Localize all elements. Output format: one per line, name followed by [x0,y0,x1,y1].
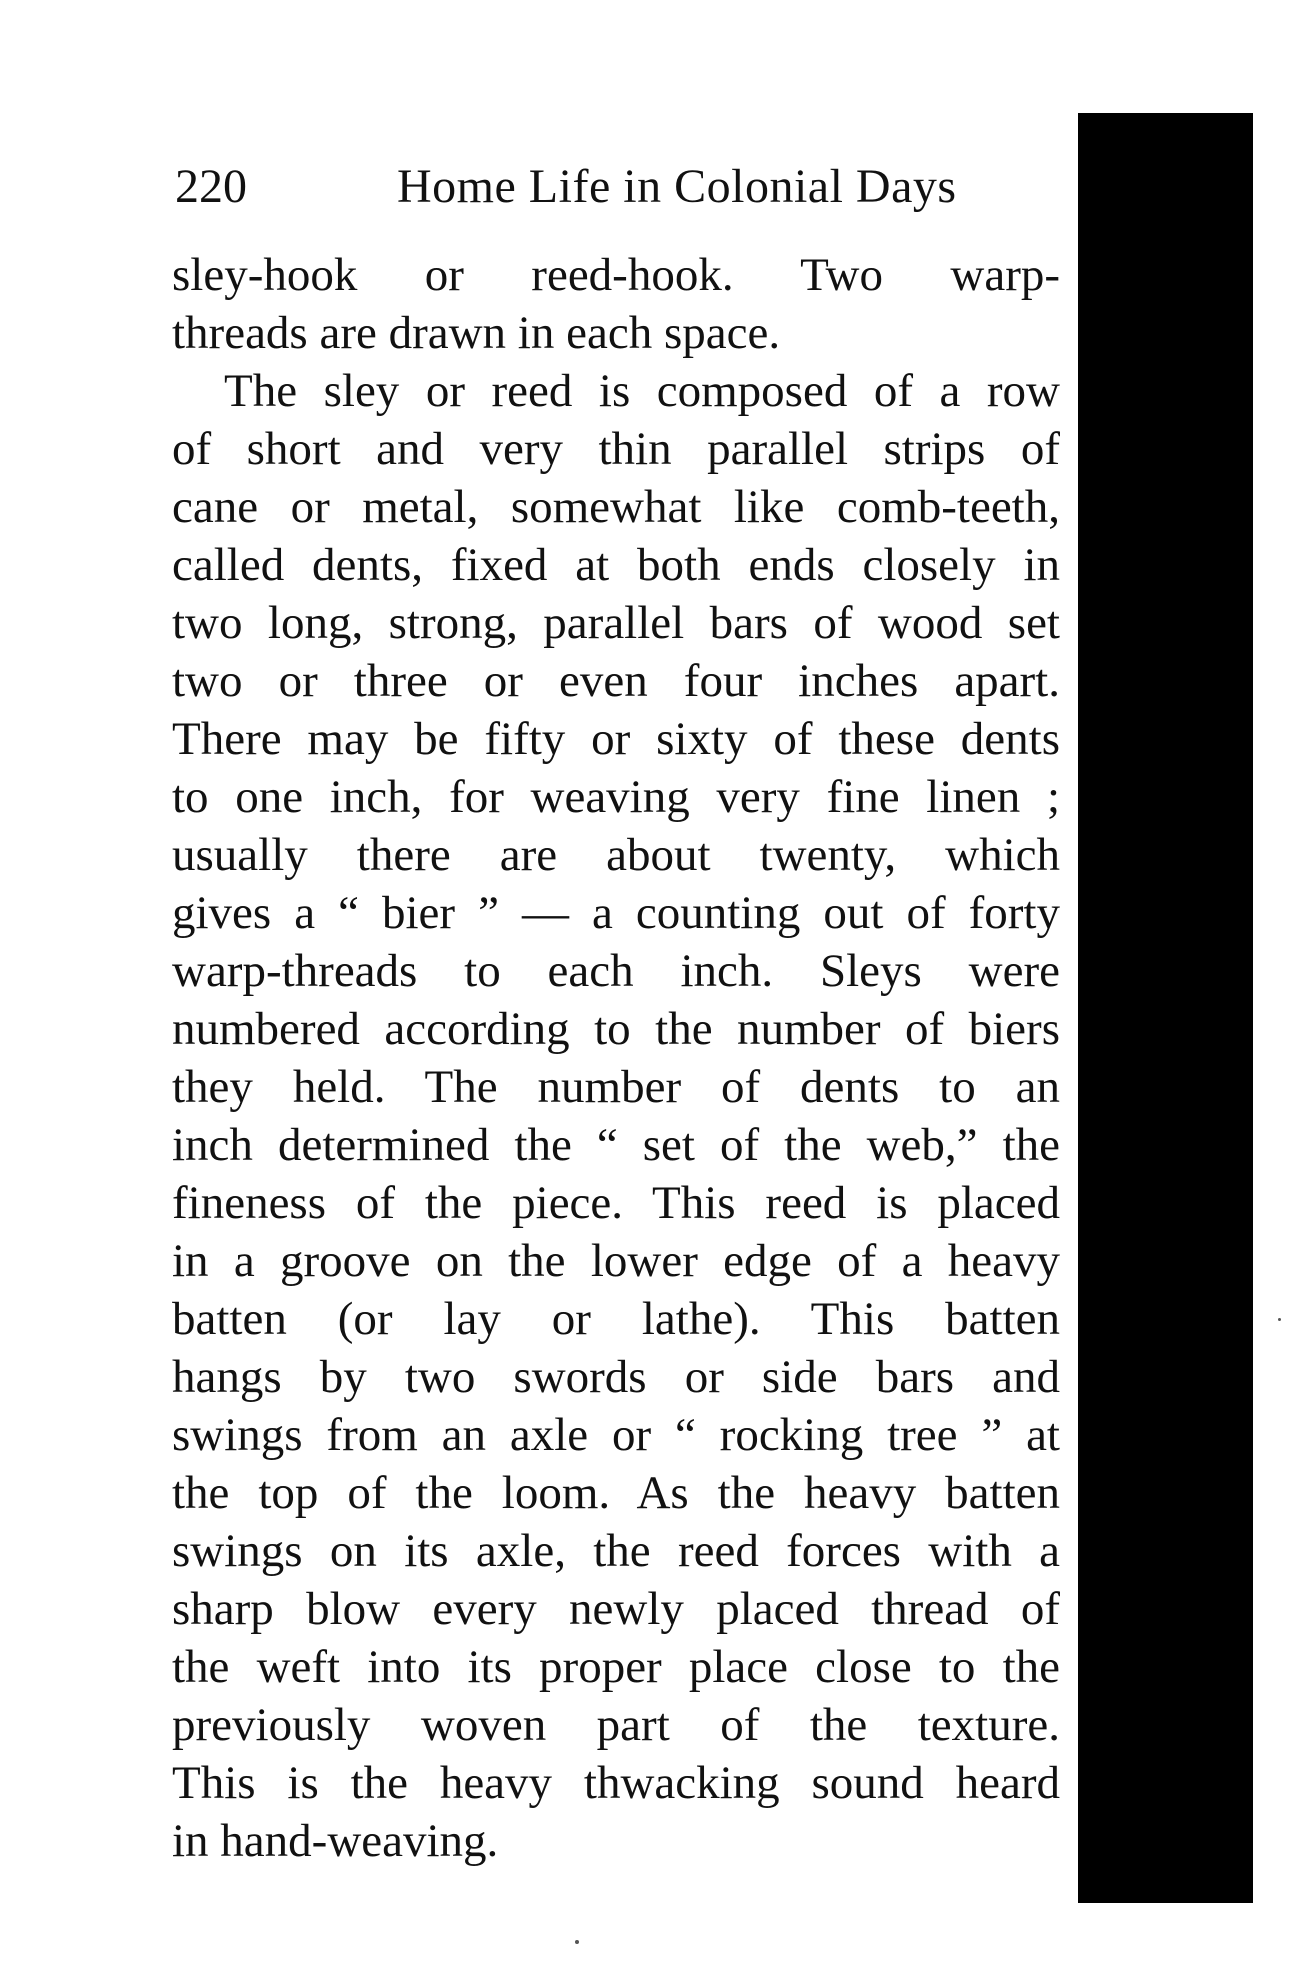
text-line: previously woven part of the texture. [172,1699,1060,1751]
text-line: warp-threads to each inch. Sleys were [172,945,1060,997]
text-line: in a groove on the lower edge of a heavy [172,1235,1060,1287]
text-line: This is the heavy thwacking sound heard [172,1757,1060,1809]
text-line: two or three or even four inches apart. [172,655,1060,707]
running-title: Home Life in Colonial Days [397,160,957,213]
text-line: threads are drawn in each space. [172,307,781,359]
scan-speck [575,1940,579,1944]
text-line: fineness of the piece. This reed is placed [172,1177,1060,1229]
text-line: numbered according to the number of biers [172,1003,1060,1055]
text-line: to one inch, for weaving very fine linen ; [172,771,1060,823]
text-line: swings from an axle or “ rocking tree ” at [172,1409,1060,1461]
scan-edge-black-bar [1078,113,1253,1903]
text-line: gives a “ bier ” — a counting out of forty [172,887,1060,939]
text-line: two long, strong, parallel bars of wood set [172,597,1060,649]
text-line: in hand-weaving. [172,1815,499,1867]
text-line: they held. The number of dents to an [172,1061,1060,1113]
text-line: batten (or lay or lathe). This batten [172,1293,1060,1345]
scan-speck [1278,1318,1281,1321]
text-line: cane or metal, somewhat like comb-teeth, [172,481,1060,533]
text-line: inch determined the “ set of the web,” the [172,1119,1060,1171]
text-line: sley-hook or reed-hook. Two warp- [172,249,1060,301]
text-line: the top of the loom. As the heavy batten [172,1467,1060,1519]
text-line: of short and very thin parallel strips of [172,423,1060,475]
text-line: hangs by two swords or side bars and [172,1351,1060,1403]
page-number: 220 [175,160,247,213]
running-head [175,152,1035,222]
text-line: usually there are about twenty, which [172,829,1060,881]
text-line: the weft into its proper place close to the [172,1641,1060,1693]
text-line: The sley or reed is composed of a row [224,365,1060,417]
text-line: called dents, fixed at both ends closely in [172,539,1060,591]
text-line: There may be fifty or sixty of these dents [172,713,1060,765]
body-text [172,246,1060,1870]
text-line: swings on its axle, the reed forces with a [172,1525,1060,1577]
text-line: sharp blow every newly placed thread of [172,1583,1060,1635]
